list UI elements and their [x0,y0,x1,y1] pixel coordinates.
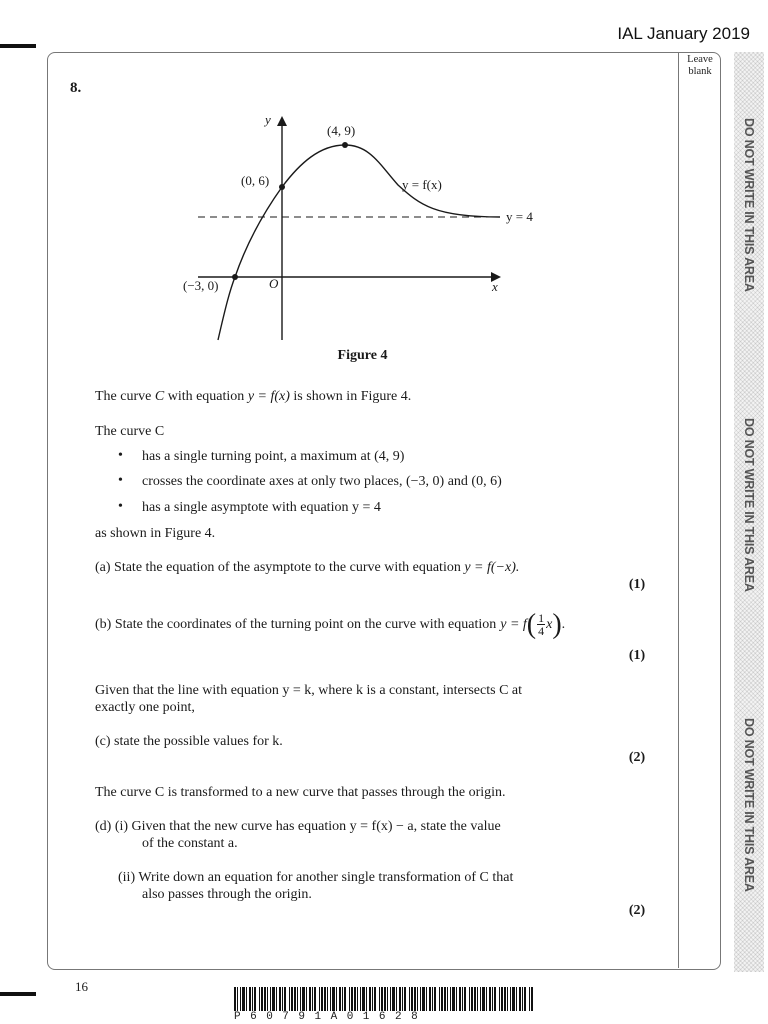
part-c-marks: (2) [628,750,646,765]
intro-mid: with equation [164,389,248,404]
transform-text: The curve C is transformed to a new curve that passes through the origin. [95,785,506,800]
bullet-item: crosses the coordinate axes at only two places, (−3, 0) and (0, 6) [142,474,502,489]
y-intercept-label: (0, 6) [241,173,270,188]
page-edge-mark-top [0,44,36,48]
bullet-marker: • [118,448,123,463]
part-a-prompt: (a) State the equation of the asymptote to the curve with equation [95,560,465,575]
x-intercept-label: (−3, 0) [183,278,219,293]
as-shown-text: as shown in Figure 4. [95,526,216,541]
part-b-open-paren: ( [526,608,537,640]
part-d-i-line-1: (d) (i) Given that the new curve has equation y = f(x) − a, state the value [95,819,501,834]
part-d-i-line-2: of the constant a. [142,836,238,851]
bullet-item: has a single turning point, a maximum at (4, 9) [142,449,405,464]
part-b-period: . [561,617,566,632]
page-edge-mark-bottom [0,992,36,996]
part-d-ii-line-2: also passes through the origin. [142,887,312,902]
given-line-1: Given that the line with equation y = k, where k is a constant, intersects C at [95,683,523,698]
point-x-intercept [232,274,238,280]
do-not-write-warning-2: DO NOT WRITE IN THIS AREA [742,418,756,592]
intro-post: is shown in Figure 4. [289,389,412,404]
fraction-numerator: 1 [538,611,545,625]
asymptote-label: y = 4 [506,209,533,224]
part-b-marks: (1) [628,648,646,663]
curve-equation-label: y = f(x) [402,177,442,192]
y-axis-arrow-icon [277,116,287,126]
part-b-eq-prefix: y = f [500,617,527,632]
intro-equation: y = f(x) [247,389,290,404]
figure-caption: Figure 4 [337,348,388,363]
part-a-text [95,559,519,576]
x-axis-label: x [492,279,498,294]
intro-pre: The curve [95,389,155,404]
barcode-number: P60791A01628 [234,1011,428,1023]
bullet-marker: • [118,499,123,514]
part-a-equation: y = f(−x). [464,560,520,575]
do-not-write-warning-1: DO NOT WRITE IN THIS AREA [742,118,756,292]
leave-blank-label: Leave blank [687,54,713,77]
intro-text [95,388,411,405]
part-a-marks: (1) [628,577,646,592]
barcode-icon [234,987,534,1011]
origin-label: O [269,276,279,291]
exam-session-title: IAL January 2019 [617,24,750,43]
figure-4-graph [170,105,570,345]
question-number: 8. [70,80,82,96]
max-point-label: (4, 9) [327,123,356,138]
part-b-prompt: (b) State the coordinates of the turning point on the curve with equation [95,617,497,632]
part-d-ii-line-1: (ii) Write down an equation for another single transformation of C that [118,870,514,885]
bullet-marker: • [118,473,123,488]
y-axis-label: y [265,112,271,127]
part-b-eq-var: x [546,617,553,632]
point-y-intercept [279,184,285,190]
fraction-denominator: 4 [538,624,545,638]
part-b-close-paren: ) [552,608,562,640]
part-b-text [95,608,566,640]
part-c-text: (c) state the possible values for k. [95,734,283,749]
given-line-2: exactly one point, [95,700,195,715]
do-not-write-warning-3: DO NOT WRITE IN THIS AREA [742,718,756,892]
part-b-fraction [537,612,545,637]
intro-curve-name: C [154,389,165,404]
bullet-item: has a single asymptote with equation y = 4 [142,500,381,515]
part-d-marks: (2) [628,903,646,918]
leave-blank-column-divider [678,53,679,968]
curve-c-heading: The curve C [95,424,165,439]
point-maximum [342,142,348,148]
page-number: 16 [75,979,88,994]
